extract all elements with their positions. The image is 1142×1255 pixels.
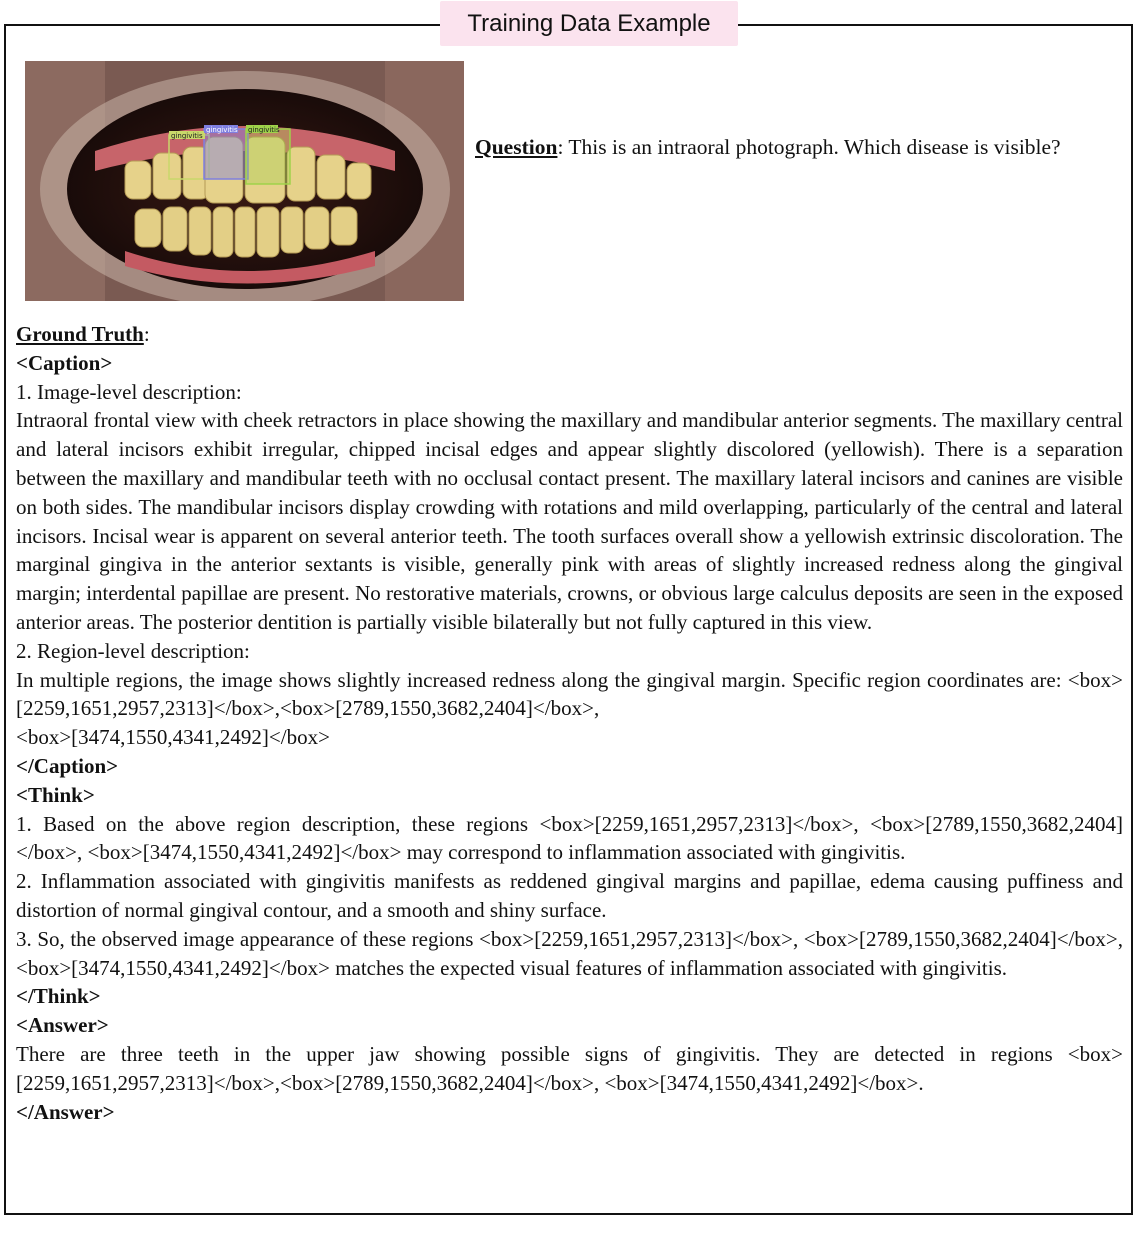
answer-close-tag: </Answer> — [16, 1099, 115, 1124]
image-level-heading: 1. Image-level description: — [16, 379, 242, 404]
ground-truth-colon: : — [143, 322, 150, 346]
box-label-3: gingivitis — [248, 126, 280, 134]
region-level-text: In multiple regions, the image shows slightly increased redness along the gingival margin. Specific region coordinates are: <box>[2259,1651,2957,2313]</box>,<box>[2789,1550,3682,2404]</box>, — [16, 667, 1123, 721]
box-label-1: gingivitis — [171, 132, 203, 140]
ground-truth-label: Ground Truth — [16, 322, 144, 346]
think-close-tag: </Think> — [16, 984, 101, 1009]
question-label: Question — [475, 135, 558, 159]
question-line — [475, 135, 1061, 160]
think-open-tag: <Think> — [16, 782, 95, 807]
think-step-1: 1. Based on the above region description, these regions <box>[2259,1651,2957,2313]</box>, <box>[2789,1550,3682,2404]</box>, <box>[3474,1550,4341,2492]</box> may correspond to inflammation associated with gingivitis. — [16, 811, 1123, 865]
think-step-2: 2. Inflammation associated with gingivitis manifests as reddened gingival margins and papillae, edema causing puffiness and distortion of normal gingival contour, and a smooth and shiny surface. — [16, 869, 1123, 922]
question-text: : This is an intraoral photograph. Which disease is visible? — [557, 135, 1061, 159]
figure-title: Training Data Example — [440, 1, 738, 46]
answer-open-tag: <Answer> — [16, 1013, 109, 1038]
intraoral-photo — [25, 61, 464, 301]
ground-truth-section — [16, 320, 1123, 1126]
answer-text: There are three teeth in the upper jaw showing possible signs of gingivitis. They are detected in regions <box>[2259,1651,2957,2313]</box>,<box>[2789,1550,3682,2404]</box>, <box>[3474,1550,4341,2492]</box>. — [16, 1041, 1123, 1095]
region-level-heading: 2. Region-level description: — [16, 638, 250, 663]
box-label-2: gingivitis — [206, 126, 238, 134]
caption-open-tag: <Caption> — [16, 350, 113, 375]
image-level-text: Intraoral frontal view with cheek retractors in place showing the maxillary and mandibular anterior segments. The maxillary central and lateral incisors exhibit irregular, chipped incisal edges and appear slightly discolored (yellowish). There is a separation between the maxillary and mandibular teeth with no occlusal contact present. The maxillary lateral incisors and canines are visible on both sides. The mandibular incisors display crowding with rotations and mild overlapping, particularly of the central and lateral incisors. Incisal wear is apparent on several anterior teeth. The tooth surfaces overall show a yellowish extrinsic discoloration. The marginal gingiva in the anterior sextants is visible, generally pink with areas of slightly increased redness along the gingival margin; interdental papillae are present. No restorative materials, crowns, or obvious large calculus deposits are seen in the exposed anterior areas. The posterior dentition is partially visible bilaterally but not fully captured in this view. — [16, 408, 1123, 634]
region-level-text-2: <box>[3474,1550,4341,2492]</box> — [16, 725, 330, 750]
think-step-3: 3. So, the observed image appearance of these regions <box>[2259,1651,2957,2313]</box>, <box>[2789,1550,3682,2404]</box>, <box>[3474,1550,4341,2492]</box> matches the expected visual features of inflammation associated with gingivitis. — [16, 926, 1123, 980]
intraoral-photo-graphic — [25, 61, 464, 301]
caption-close-tag: </Caption> — [16, 753, 119, 778]
